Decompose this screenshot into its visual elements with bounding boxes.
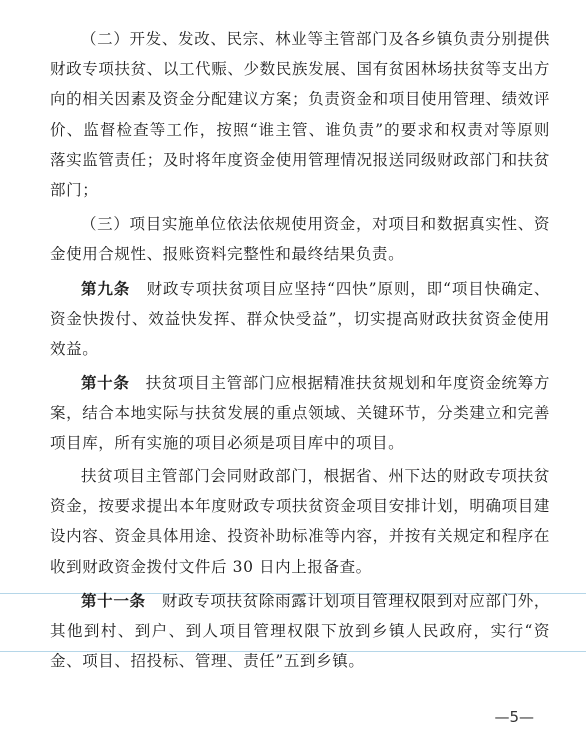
paragraph-section-three bbox=[50, 209, 550, 269]
article-heading: 第十一条 bbox=[81, 592, 146, 610]
paragraph-text: 财政专项扶贫项目应坚持“四快”原则，即“项目快确定、资金快拨付、效益快发挥、群众快受益”，切实提高财政扶贫资金使用效益。 bbox=[50, 280, 550, 359]
paragraph-text: （二）开发、发改、民宗、林业等主管部门及各乡镇负责分别提供财政专项扶贫、以工代赈、少数民族发展、国有贫困林场扶贫等支出方向的相关因素及资金分配建议方案；负责资金和项目使用管理、绩效评价、监督检查等工作，按照“谁主管、谁负责”的要求和权责对等原则落实监管责任；及时将年度资金使用管理情况报送同级财政部门和扶贫部门； bbox=[50, 30, 550, 200]
paragraph-text: （三）项目实施单位依法依规使用资金，对项目和数据真实性、资金使用合规性、报账资料完整性和最终结果负责。 bbox=[50, 215, 550, 264]
paragraph-text: 扶贫项目主管部门应根据精准扶贫规划和年度资金统筹方案，结合本地实际与扶贫发展的重点领域、关键环节，分类建立和完善项目库，所有实施的项目必须是项目库中的项目。 bbox=[50, 374, 550, 453]
paragraph-article-nine bbox=[50, 274, 550, 365]
paragraph-text: 扶贫项目主管部门会同财政部门，根据省、州下达的财政专项扶贫资金，按要求提出本年度财政专项扶贫资金项目安排计划，明确项目建设内容、资金具体用途、投资补助标准等内容，并按有关规定和程序在收到财政资金拨付文件后 30 日内上报备查。 bbox=[50, 467, 550, 576]
page-number: —5— bbox=[494, 708, 534, 726]
paragraph-article-ten bbox=[50, 368, 550, 459]
paragraph-project-plan bbox=[50, 461, 550, 582]
paragraph-section-two bbox=[50, 24, 550, 205]
paragraph-article-eleven bbox=[50, 586, 550, 677]
paragraph-text: 财政专项扶贫除雨露计划项目管理权限到对应部门外，其他到村、到户、到人项目管理权限下放到乡镇人民政府，实行“资金、项目、招投标、管理、责任”五到乡镇。 bbox=[50, 592, 550, 671]
article-heading: 第九条 bbox=[81, 280, 131, 298]
article-heading: 第十条 bbox=[81, 374, 130, 392]
